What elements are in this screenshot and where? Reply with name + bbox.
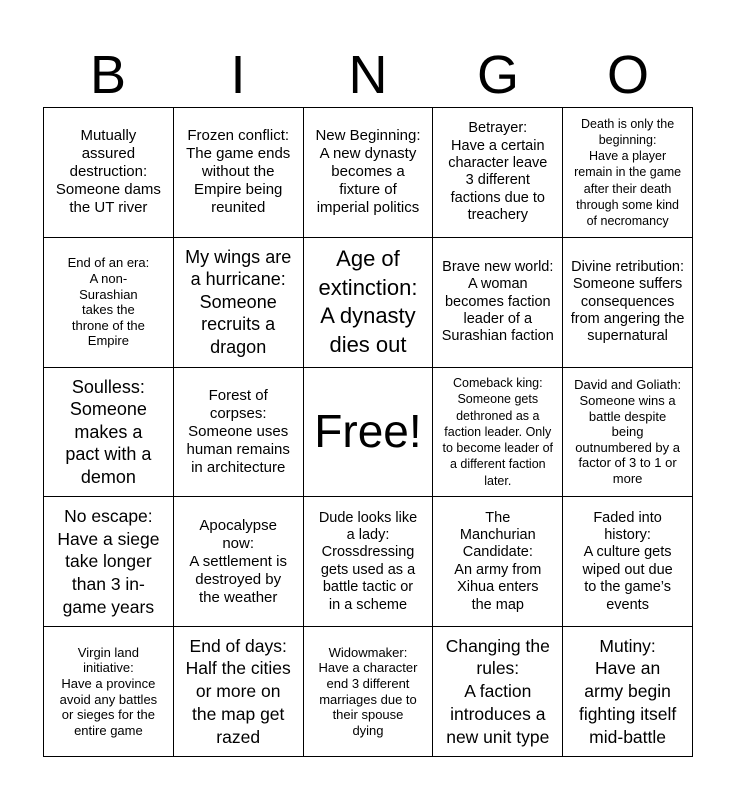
header-letter-g: G: [476, 45, 519, 105]
bingo-cell[interactable]: End of an era: A non- Surashian takes the throne of the Empire: [44, 238, 174, 368]
header-letter-n: N: [348, 45, 388, 105]
bingo-cell[interactable]: Age of extinction: A dynasty dies out: [304, 238, 434, 368]
bingo-cell[interactable]: Virgin land initiative: Have a province avoid any battles or sieges for the entire game: [44, 627, 174, 757]
bingo-cell[interactable]: My wings are a hurricane: Someone recruits a dragon: [174, 238, 304, 368]
bingo-cell[interactable]: Changing the rules: A faction introduces a new unit type: [433, 627, 563, 757]
bingo-cell[interactable]: Divine retribution: Someone suffers consequences from angering the supernatural: [563, 238, 693, 368]
header-letter-o: O: [606, 45, 649, 105]
bingo-cell[interactable]: Death is only the beginning: Have a player remain in the game after their death through some kind of necromancy: [563, 108, 693, 238]
header-letter-b: B: [89, 45, 127, 105]
bingo-cell[interactable]: Forest of corpses: Someone uses human remains in architecture: [174, 368, 304, 498]
bingo-cell[interactable]: Dude looks like a lady: Crossdressing gets used as a battle tactic or in a scheme: [304, 497, 434, 627]
bingo-cell[interactable]: Betrayer: Have a certain character leave 3 different factions due to treachery: [433, 108, 563, 238]
bingo-cell[interactable]: Widowmaker: Have a character end 3 different marriages due to their spouse dying: [304, 627, 434, 757]
bingo-cell[interactable]: Faded into history: A culture gets wiped out due to the game’s events: [563, 497, 693, 627]
free-space[interactable]: Free!: [304, 368, 434, 498]
bingo-cell[interactable]: End of days: Half the cities or more on the map get razed: [174, 627, 304, 757]
bingo-cell[interactable]: Comeback king: Someone gets dethroned as a faction leader. Only to become leader of a different faction later.: [433, 368, 563, 498]
bingo-cell[interactable]: New Beginning: A new dynasty becomes a fixture of imperial politics: [304, 108, 434, 238]
bingo-grid: [43, 107, 693, 757]
bingo-cell[interactable]: Mutually assured destruction: Someone dams the UT river: [44, 108, 174, 238]
bingo-cell[interactable]: Frozen conflict: The game ends without the Empire being reunited: [174, 108, 304, 238]
bingo-header: [43, 44, 693, 106]
bingo-cell[interactable]: The Manchurian Candidate: An army from Xihua enters the map: [433, 497, 563, 627]
bingo-cell[interactable]: David and Goliath: Someone wins a battle despite being outnumbered by a factor of 3 to 1 or more: [563, 368, 693, 498]
bingo-cell[interactable]: Apocalypse now: A settlement is destroyed by the weather: [174, 497, 304, 627]
header-letter-i: I: [230, 45, 246, 105]
bingo-cell[interactable]: Soulless: Someone makes a pact with a demon: [44, 368, 174, 498]
bingo-cell[interactable]: Mutiny: Have an army begin fighting itself mid-battle: [563, 627, 693, 757]
bingo-cell[interactable]: No escape: Have a siege take longer than 3 in- game years: [44, 497, 174, 627]
bingo-cell[interactable]: Brave new world: A woman becomes faction leader of a Surashian faction: [433, 238, 563, 368]
